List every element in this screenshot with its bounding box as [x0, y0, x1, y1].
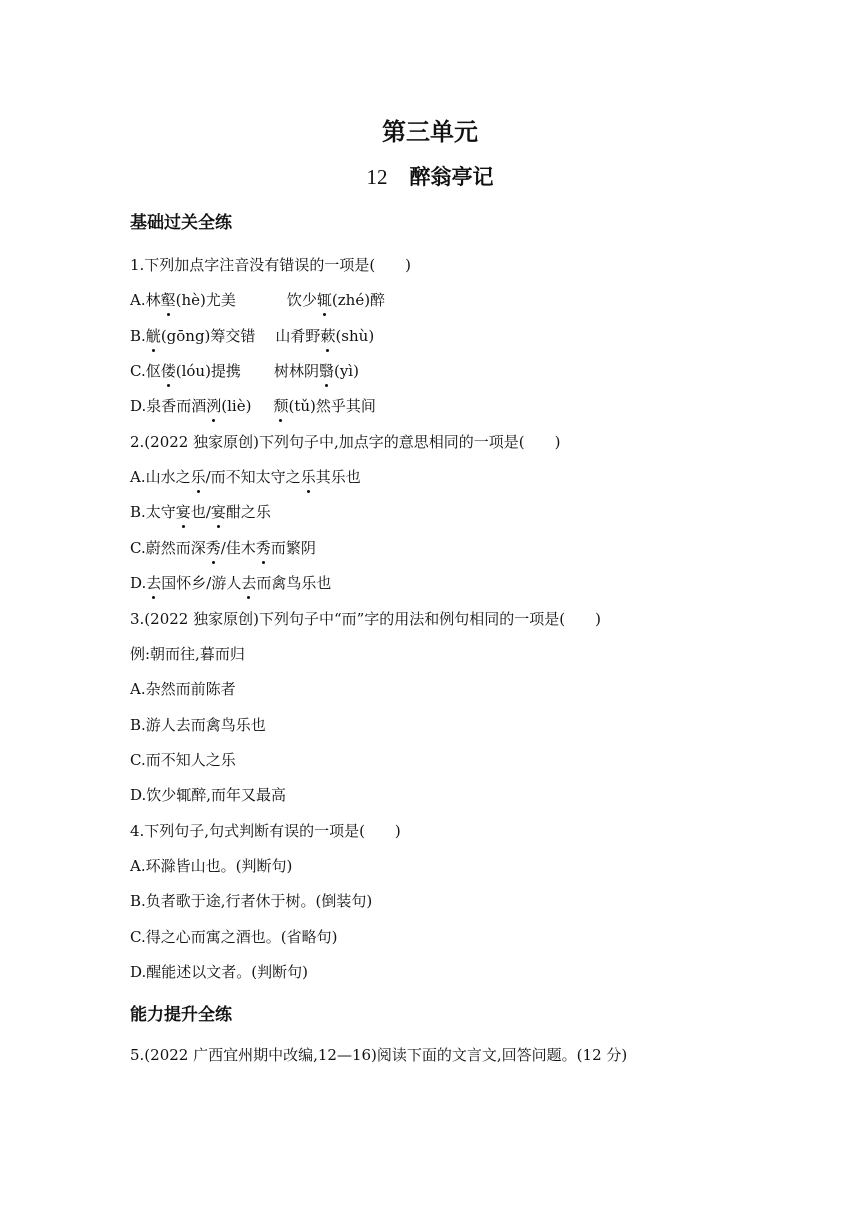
lesson-number: 12: [366, 165, 388, 189]
q1-option-b: B.觥(gōng)筹交错 山肴野蔌(shù): [130, 327, 375, 345]
q3-stem: 3.(2022 独家原创)下列句子中“而”字的用法和例句相同的一项是( ): [130, 610, 602, 628]
q2-option-b: B.太守宴也/宴酣之乐: [130, 503, 271, 521]
dotted-char: 洌: [206, 397, 222, 415]
q4-stem: 4.下列句子,句式判断有误的一项是( ): [130, 822, 401, 840]
q3-example: 例:朝而往,暮而归: [130, 645, 245, 663]
q2-option-a: A.山水之乐/而不知太守之乐其乐也: [130, 468, 361, 486]
q1-stem: 1.下列加点字注音没有错误的一项是( ): [130, 256, 412, 274]
q2-option-c: C.蔚然而深秀/佳木秀而繁阴: [130, 539, 316, 557]
unit-title: 第三单元: [382, 118, 478, 146]
q5-stem: 5.(2022 广西宜州期中改编,12—16)阅读下面的文言文,回答问题。(12 分): [130, 1046, 628, 1064]
lesson-name: 醉翁亭记: [409, 165, 494, 189]
dotted-char: 乐: [190, 468, 206, 486]
q3-option-a: A.杂然而前陈者: [130, 680, 236, 698]
section-basic: 基础过关全练: [130, 213, 232, 233]
q3-option-d: D.饮少辄醉,而年又最高: [130, 786, 287, 804]
q1-option-c: C.伛偻(lóu)提携 树林阴翳(yì): [130, 362, 359, 380]
dotted-char: 宴: [210, 503, 226, 521]
q3-option-b: B.游人去而禽鸟乐也: [130, 716, 266, 734]
dotted-char: 翳: [318, 362, 334, 380]
section-advanced: 能力提升全练: [130, 1005, 232, 1025]
q2-stem: 2.(2022 独家原创)下列句子中,加点字的意思相同的一项是( ): [130, 433, 561, 451]
dotted-char: 蔌: [320, 327, 336, 345]
dotted-char: 宴: [175, 503, 191, 521]
q1-option-d: D.泉香而酒洌(liè) 颓(tǔ)然乎其间: [130, 397, 376, 415]
q4-option-b: B.负者歌于途,行者休于树。(倒装句): [130, 892, 373, 910]
dotted-char: 乐: [300, 468, 316, 486]
lesson-title: [0, 161, 860, 191]
dotted-char: 秀: [205, 539, 221, 557]
q3-option-c: C.而不知人之乐: [130, 751, 236, 769]
q4-option-c: C.得之心而寓之酒也。(省略句): [130, 928, 338, 946]
dotted-char: 颓: [273, 397, 289, 415]
dotted-char: 辄: [316, 291, 332, 309]
dotted-char: 去: [241, 574, 257, 592]
dotted-char: 秀: [255, 539, 271, 557]
dotted-char: 去: [146, 574, 162, 592]
dotted-char: 觥: [145, 327, 161, 345]
q4-option-d: D.醒能述以文者。(判断句): [130, 963, 308, 981]
dotted-char: 壑: [160, 291, 176, 309]
q1-option-a: A.林壑(hè)尤美 饮少辄(zhé)醉: [130, 291, 386, 309]
q2-option-d: D.去国怀乡/游人去而禽鸟乐也: [130, 574, 332, 592]
dotted-char: 偻: [160, 362, 176, 380]
q4-option-a: A.环滁皆山也。(判断句): [130, 857, 293, 875]
